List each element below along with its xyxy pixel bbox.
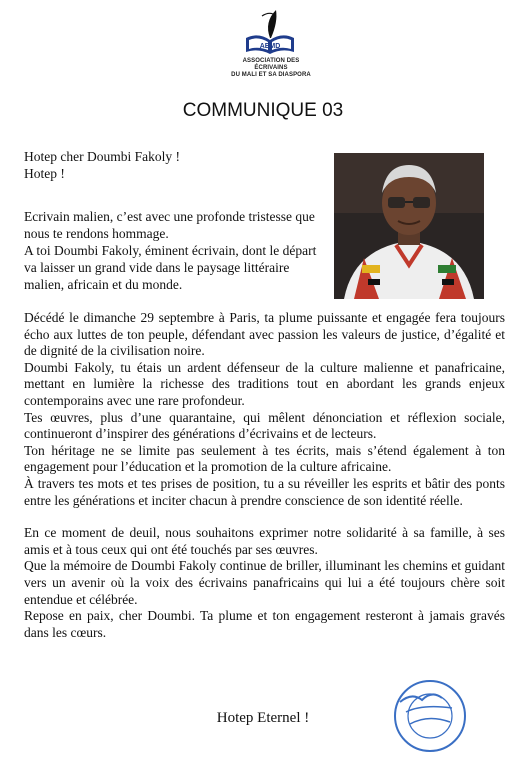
closing-line: Hotep Eternel ! <box>216 710 310 726</box>
greeting <box>24 148 180 182</box>
communique-body <box>24 310 505 641</box>
body-paragraph: En ce moment de deuil, nous souhaitons exprimer notre solidarité à sa famille, à ses amis et à tous ceux qui ont été touchés par ses œuvres. <box>24 525 505 557</box>
body-paragraph: Décédé le dimanche 29 septembre à Paris, ta plume puissante et engagée fera toujours écho aux luttes de ton peuple, défendant avec passion les valeurs de justice, d’égalité et de dignité de la civilisation noire. <box>24 310 505 359</box>
body-paragraph: Ton héritage ne se limite pas seulement à tes écrits, mais s’étend également à ton engagement pour l’éducation et la promotion de la culture africaine. <box>24 442 505 475</box>
book-quill-icon <box>240 8 302 58</box>
greeting-line2: Hotep ! <box>24 166 65 181</box>
portrait-image <box>334 153 484 299</box>
body-paragraph: Doumbi Fakoly, tu étais un ardent défenseur de la culture malienne et panafricaine, mettant en lumière la richesse des traditions tout en abordant les grands enjeux contemporains avec une rare profondeur. <box>24 359 505 408</box>
intro-paragraph: Ecrivain malien, c’est avec une profonde tristesse que nous te rendons hommage. <box>24 209 315 241</box>
svg-text:AEMD: AEMD <box>259 43 281 50</box>
org-name-line1: ASSOCIATION DES ÉCRIVAINS <box>242 58 300 71</box>
association-logo <box>226 8 316 79</box>
greeting-line1: Hotep cher Doumbi Fakoly ! <box>24 149 180 164</box>
page-title: COMMUNIQUE 03 <box>182 100 344 121</box>
paragraph-gap <box>24 509 505 525</box>
body-paragraph: Repose en paix, cher Doumbi. Ta plume et ton engagement resteront à jamais gravés dans les cœurs. <box>24 608 505 640</box>
intro-text <box>24 208 324 293</box>
portrait-photo <box>334 153 484 299</box>
body-paragraph: À travers tes mots et tes prises de position, tu a su réveiller les esprits et bâtir des ponts entre les générations et inciter chacun à prendre conscience de son identité réelle. <box>24 475 505 508</box>
body-paragraph: Tes œuvres, plus d’une quarantaine, qui mêlent dénonciation et réflexion sociale, continueront d’inspirer des générations d’écrivains et de lecteurs. <box>24 409 505 442</box>
org-name-line2: DU MALI ET SA DIASPORA <box>231 72 311 78</box>
intro-paragraph: A toi Doumbi Fakoly, éminent écrivain, dont le départ va laisser un grand vide dans le paysage littéraire malien, africain et du monde. <box>24 243 317 292</box>
body-paragraph: Que la mémoire de Doumbi Fakoly continue de briller, illuminant les chemins et guidant vers un avenir où la voix des écrivains panafricains qui lui a été toujours chère soit entendue et célébrée. <box>24 558 505 607</box>
